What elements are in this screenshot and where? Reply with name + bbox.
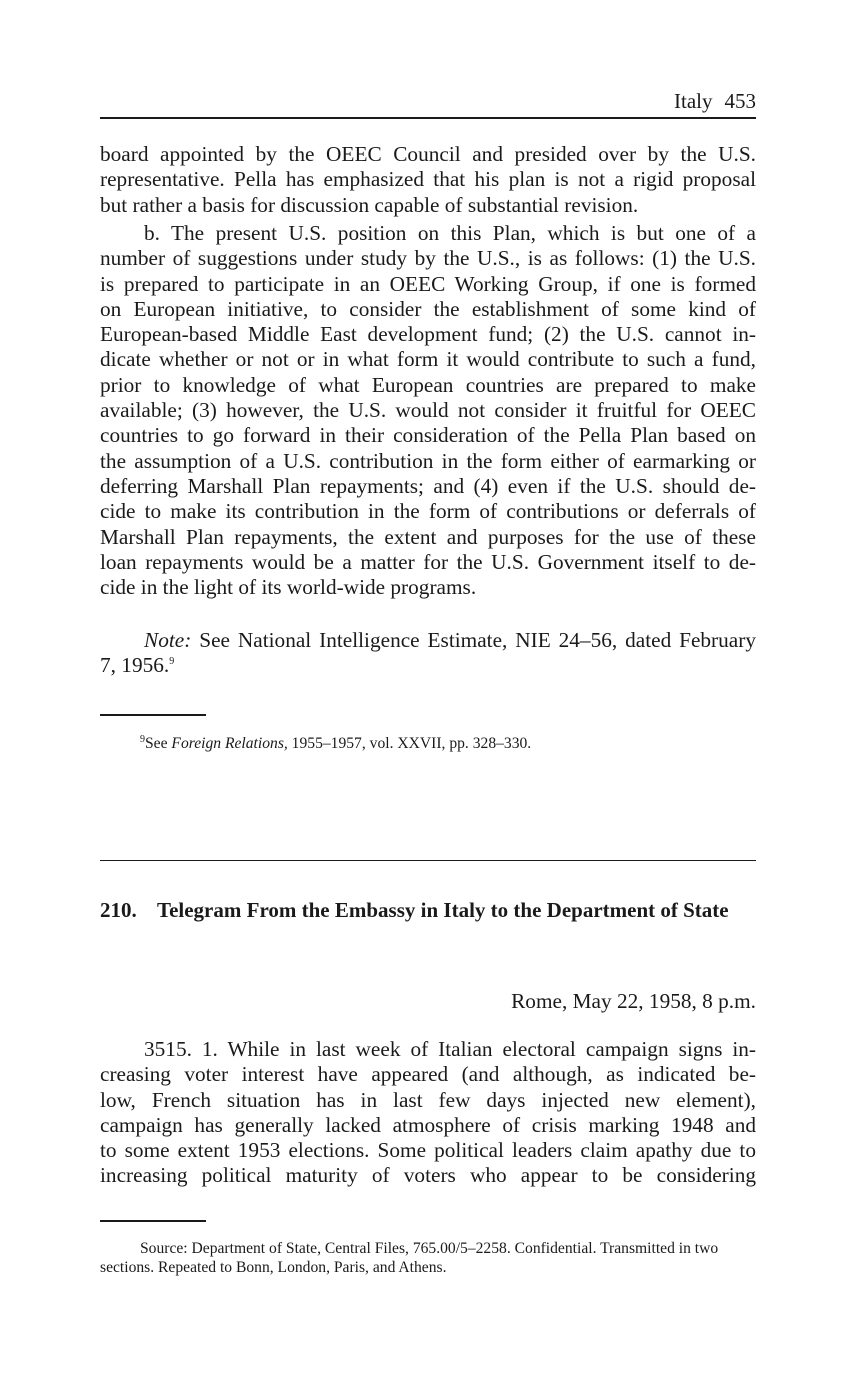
note-line	[100, 628, 756, 653]
text-line: dicate whether or not or in what form it would contribute to such a fund,	[100, 347, 756, 372]
text-line: increasing political maturity of voters who appear to be considering	[100, 1163, 756, 1188]
running-head	[674, 88, 756, 114]
source-note: Source: Department of State, Central Files, 765.00/5–2258. Confidential. Transmitted in two sections. Repeated to Bonn, London, Paris, and Athens.	[100, 1240, 719, 1276]
note-date: 7, 1956.	[100, 653, 170, 678]
section-title: Italy	[674, 89, 713, 113]
text-line: board appointed by the OEEC Council and presided over by the U.S.	[100, 142, 756, 166]
footnote-marker: 9	[140, 733, 145, 745]
footnote-ref: 9	[169, 656, 175, 668]
footnote-suffix: 1955–1957, vol. XXVII, pp. 328–330.	[287, 735, 532, 752]
footnote-italic: Foreign Relations,	[171, 735, 288, 752]
text-line: is prepared to participate in an OEEC Working Group, if one is formed	[100, 271, 756, 296]
note-label: Note:	[144, 628, 192, 652]
telegram-body	[100, 1037, 756, 1189]
text-line: available; (3) however, the U.S. would not consider it fruitful for OEEC	[100, 398, 756, 423]
document-separator-rule	[100, 860, 756, 861]
text-line: prior to knowledge of what European countries are prepared to make	[100, 372, 756, 397]
header-rule	[100, 117, 756, 119]
text-line: campaign has generally lacked atmosphere of crisis marking 1948 and	[100, 1112, 756, 1137]
text-line: deferring Marshall Plan repayments; and (4) even if the U.S. should de-	[100, 473, 756, 498]
text-line: countries to go forward in their consideration of the Pella Plan based on	[100, 423, 756, 448]
text-line: cide to make its contribution in the form of contributions or deferrals of	[100, 499, 756, 524]
note-line	[100, 653, 756, 678]
dateline: Rome, May 22, 1958, 8 p.m.	[511, 989, 756, 1013]
paragraph-us-position	[100, 221, 756, 600]
text-line: cide in the light of its world-wide programs.	[100, 575, 477, 600]
running-header	[100, 88, 756, 118]
page-number: 453	[724, 89, 756, 113]
text-line: on European initiative, to consider the establishment of some kind of	[100, 296, 756, 321]
footnote-prefix: See	[145, 735, 172, 752]
source-note-rule	[100, 1220, 206, 1222]
text-line: 3515. 1. While in last week of Italian electoral campaign signs in-	[144, 1037, 756, 1061]
document-number: 210.	[100, 898, 137, 922]
text-line: the assumption of a U.S. contribution in the form either of earmarking or	[100, 448, 756, 473]
text-line: b. The present U.S. position on this Plan, which is but one of a	[144, 221, 756, 245]
document-heading	[100, 898, 756, 923]
text-line: representative. Pella has emphasized that his plan is not a rigid proposal	[100, 167, 756, 192]
text-line: low, French situation has in last few days injected new element),	[100, 1087, 756, 1112]
text-line: to some extent 1953 elections. Some political leaders claim apathy due to	[100, 1138, 756, 1163]
text-line: loan repayments would be a matter for the U.S. Government itself to de-	[100, 549, 756, 574]
note-text: See National Intelligence Estimate, NIE 24–56, dated February	[199, 628, 756, 652]
text-line: Marshall Plan repayments, the extent and purposes for the use of these	[100, 524, 756, 549]
text-line: number of suggestions under study by the U.S., is as follows: (1) the U.S.	[100, 246, 756, 271]
document-title: Telegram From the Embassy in Italy to the Department of State	[157, 898, 729, 922]
text-line: but rather a basis for discussion capable of substantial revision.	[100, 192, 639, 217]
text-line: creasing voter interest have appeared (and although, as indicated be-	[100, 1062, 756, 1087]
editorial-note	[100, 628, 756, 679]
footnote-rule	[100, 714, 206, 716]
footnote-9	[100, 734, 756, 753]
text-line: European-based Middle East development fund; (2) the U.S. cannot in-	[100, 322, 756, 347]
paragraph-continuation	[100, 142, 756, 218]
